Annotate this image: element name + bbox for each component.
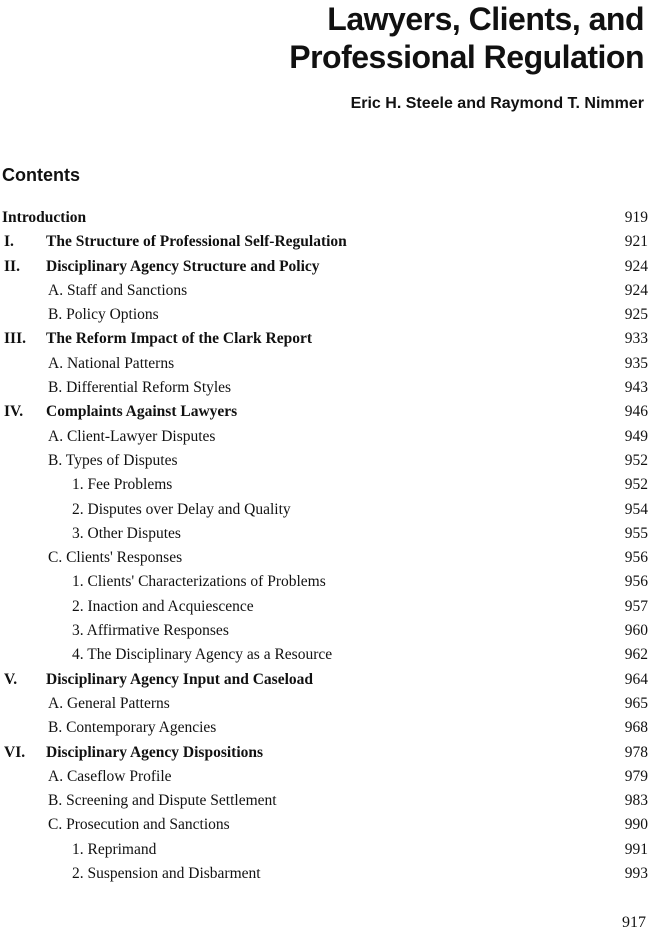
toc-page-number: 968 <box>624 719 648 737</box>
toc-entry-title: 1. Fee Problems <box>72 476 173 494</box>
toc-entry-title: A. Client-Lawyer Disputes <box>48 427 216 445</box>
toc-page-number: 991 <box>624 840 648 858</box>
toc-page-number: 949 <box>624 427 648 445</box>
toc-page-number: 965 <box>624 694 648 712</box>
toc-entry-title: B. Differential Reform Styles <box>48 379 232 397</box>
toc-page-number: 925 <box>624 306 648 324</box>
toc-page-number: 957 <box>624 597 648 615</box>
toc-entry <box>0 765 650 789</box>
toc-page-number: 943 <box>624 379 648 397</box>
toc-page-number: 962 <box>624 646 648 664</box>
toc-entry-title: Disciplinary Agency Dispositions <box>46 743 264 761</box>
toc-page-number: 952 <box>624 476 648 494</box>
toc-entry-title: C. Prosecution and Sanctions <box>48 816 230 834</box>
toc-entry <box>0 838 650 862</box>
toc-page-number: 955 <box>624 524 648 542</box>
toc-page-number: 978 <box>624 743 648 761</box>
toc-entry-title: A. Caseflow Profile <box>48 767 172 785</box>
toc-entry-title: A. General Patterns <box>48 694 170 712</box>
toc-entry <box>0 255 650 279</box>
toc-page-number: 933 <box>624 330 648 348</box>
toc-entry <box>0 303 650 327</box>
toc-section-number: VI. <box>4 743 26 761</box>
toc-entry-title: B. Contemporary Agencies <box>48 719 217 737</box>
toc-entry <box>0 619 650 643</box>
table-of-contents <box>0 206 650 886</box>
toc-entry-title: A. National Patterns <box>48 354 175 372</box>
toc-entry <box>0 862 650 886</box>
toc-entry <box>0 279 650 303</box>
toc-entry <box>0 813 650 837</box>
toc-entry-title: The Reform Impact of the Clark Report <box>46 330 313 348</box>
toc-page-number: 964 <box>624 670 648 688</box>
toc-entry <box>0 522 650 546</box>
toc-entry-title: 1. Clients' Characterizations of Problems <box>72 573 326 591</box>
toc-page-number: 993 <box>624 865 648 883</box>
toc-entry <box>0 449 650 473</box>
toc-entry-title: B. Policy Options <box>48 306 159 324</box>
toc-entry <box>0 692 650 716</box>
title-line-2: Professional Regulation <box>289 39 644 75</box>
toc-entry <box>0 230 650 254</box>
toc-entry-title: Introduction <box>2 209 87 226</box>
toc-page-number: 919 <box>624 209 648 226</box>
toc-entry-title: The Structure of Professional Self-Regulation <box>46 233 347 251</box>
toc-entry <box>0 376 650 400</box>
toc-entry <box>0 498 650 522</box>
toc-entry-title: Disciplinary Agency Structure and Policy <box>46 257 320 275</box>
toc-entry <box>0 425 650 449</box>
toc-entry-title: 2. Disputes over Delay and Quality <box>72 500 291 518</box>
toc-entry <box>0 327 650 351</box>
toc-entry-title: Complaints Against Lawyers <box>46 403 238 421</box>
toc-section-number: V. <box>4 670 18 688</box>
contents-heading: Contents <box>2 165 80 185</box>
toc-entry <box>0 352 650 376</box>
toc-entry <box>0 546 650 570</box>
toc-entry-title: 2. Suspension and Disbarment <box>72 865 261 883</box>
toc-page-number: 924 <box>624 281 648 299</box>
toc-entry <box>0 206 650 230</box>
toc-page-number: 979 <box>624 767 648 785</box>
toc-page-number: 946 <box>624 403 648 421</box>
toc-page-number: 954 <box>624 500 648 518</box>
toc-section-number: II. <box>4 257 20 275</box>
authors: Eric H. Steele and Raymond T. Nimmer <box>350 95 644 112</box>
toc-entry-title: Disciplinary Agency Input and Caseload <box>46 670 313 688</box>
toc-page-number: 960 <box>624 622 648 640</box>
toc-entry-title: B. Types of Disputes <box>48 451 178 469</box>
toc-page-number: 983 <box>624 792 648 810</box>
title-line-1: Lawyers, Clients, and <box>327 1 644 37</box>
article-title <box>289 0 644 76</box>
toc-entry <box>0 595 650 619</box>
toc-entry <box>0 716 650 740</box>
toc-page-number: 924 <box>624 257 648 275</box>
toc-entry <box>0 570 650 594</box>
toc-entry-title: 1. Reprimand <box>72 840 157 858</box>
toc-entry <box>0 643 650 667</box>
toc-section-number: I. <box>4 233 14 251</box>
toc-entry <box>0 668 650 692</box>
toc-entry-title: 4. The Disciplinary Agency as a Resource <box>72 646 333 664</box>
toc-page-number: 956 <box>624 549 648 567</box>
toc-section-number: III. <box>4 330 26 348</box>
toc-section-number: IV. <box>4 403 24 421</box>
toc-page-number: 956 <box>624 573 648 591</box>
toc-entry <box>0 473 650 497</box>
toc-page-number: 921 <box>624 233 648 251</box>
toc-entry-title: B. Screening and Dispute Settlement <box>48 792 277 810</box>
toc-page-number: 952 <box>624 451 648 469</box>
toc-entry-title: 2. Inaction and Acquiescence <box>72 597 254 615</box>
toc-entry <box>0 400 650 424</box>
page-number: 917 <box>622 914 646 931</box>
toc-page-number: 990 <box>624 816 648 834</box>
toc-entry <box>0 789 650 813</box>
toc-page-number: 935 <box>624 354 648 372</box>
toc-entry <box>0 741 650 765</box>
toc-entry-title: 3. Other Disputes <box>72 524 181 542</box>
toc-entry-title: C. Clients' Responses <box>48 549 183 567</box>
toc-entry-title: A. Staff and Sanctions <box>48 281 188 299</box>
toc-entry-title: 3. Affirmative Responses <box>72 622 229 640</box>
